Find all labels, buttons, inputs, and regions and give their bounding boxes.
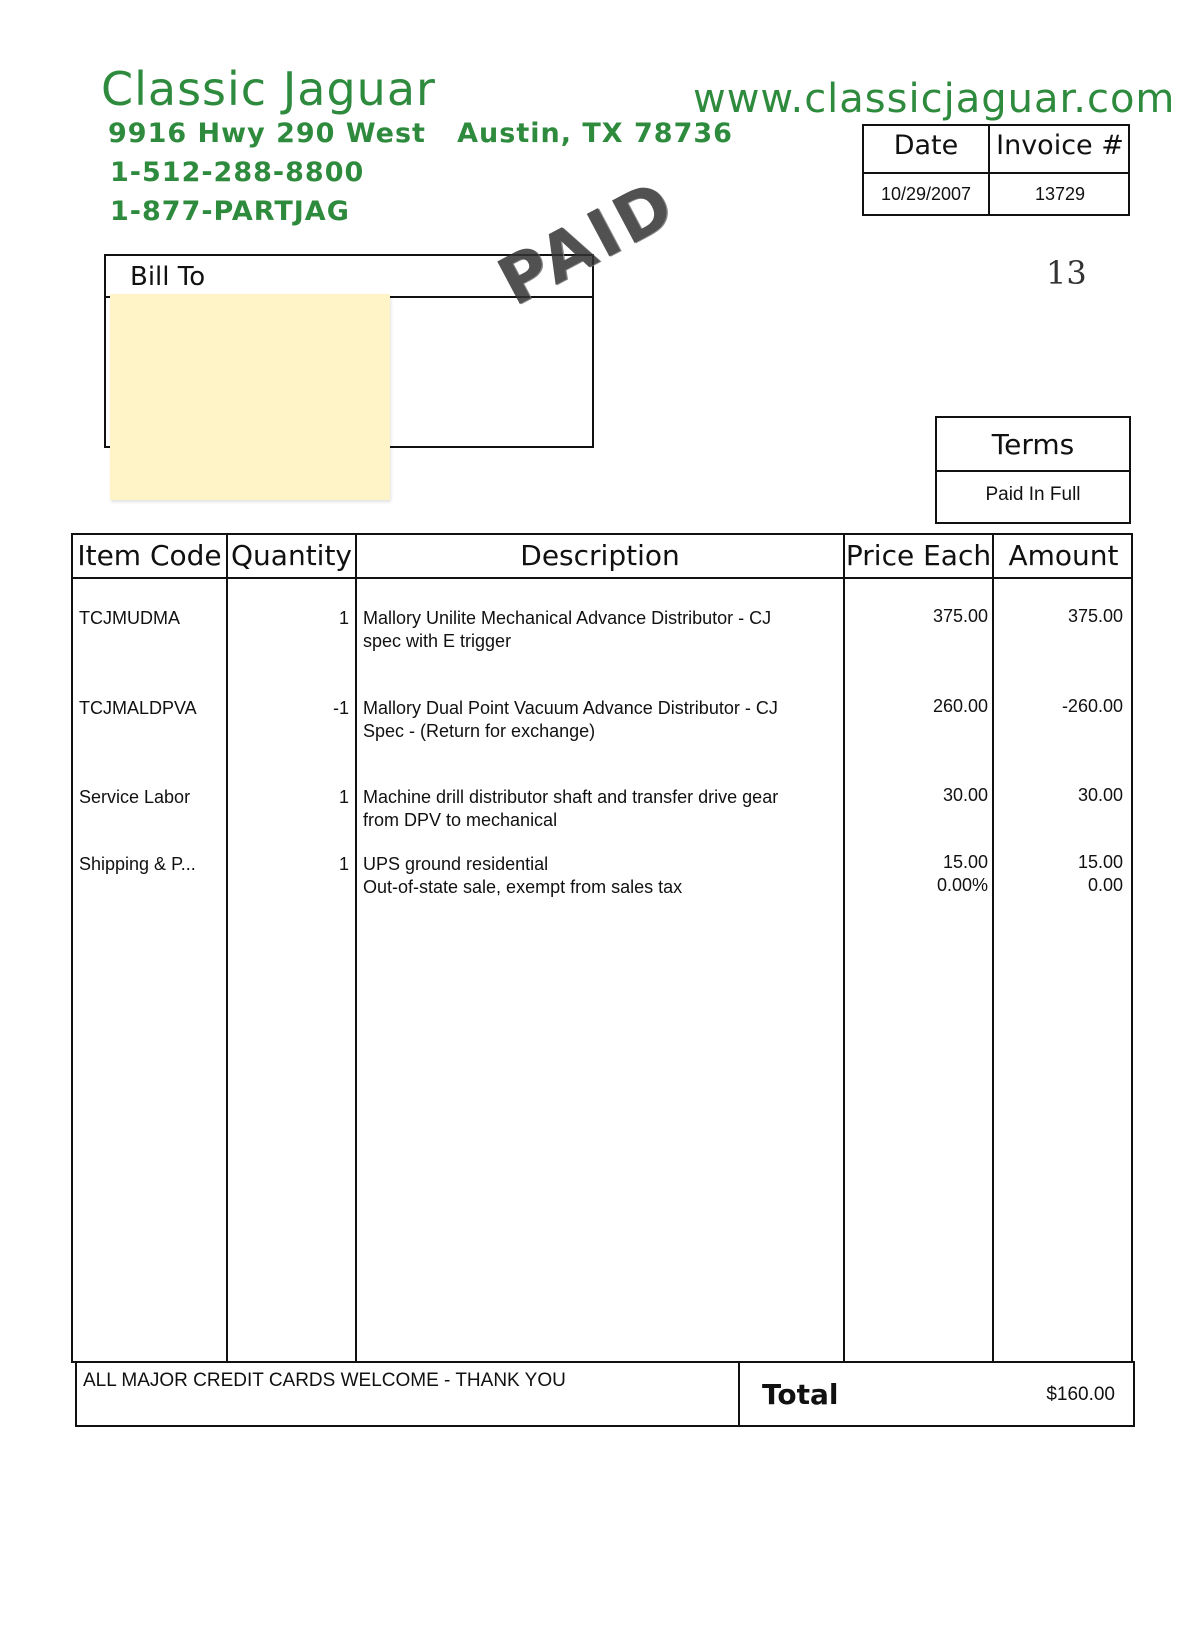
table-row-code: Shipping & P...	[79, 854, 196, 874]
table-row-amount: 15.00	[1077, 852, 1123, 872]
table-row-code: TCJMUDMA	[79, 608, 180, 628]
header-quantity: Quantity	[231, 539, 352, 572]
table-row-qty: 1	[338, 854, 349, 874]
sticky-note-redaction	[110, 294, 390, 500]
table-row-desc: from DPV to mechanical	[363, 810, 558, 830]
company-phone: 1-512-288-8800	[110, 157, 365, 188]
table-row-desc: UPS ground residential	[363, 854, 549, 874]
header-item-code: Item Code	[77, 539, 222, 572]
total-value: $160.00	[1046, 1384, 1115, 1405]
invoice-number-label: Invoice #	[996, 130, 1124, 161]
table-row-amount: -260.00	[1061, 696, 1123, 716]
table-row-amount: 375.00	[1067, 606, 1123, 626]
table-row-tax-rate: 0.00%	[936, 875, 988, 895]
table-row-price: 375.00	[932, 606, 988, 626]
company-website: www.classicjaguar.com	[693, 76, 1176, 122]
table-row-desc: Spec - (Return for exchange)	[363, 721, 596, 741]
invoice-info-box	[862, 124, 1130, 216]
table-row-price: 15.00	[942, 852, 988, 872]
invoice-footer	[75, 1361, 1135, 1427]
table-row-desc: Machine drill distributor shaft and transfer drive gear	[363, 787, 779, 807]
table-row-desc: Mallory Unilite Mechanical Advance Distributor - CJ	[363, 608, 772, 628]
table-row-qty: -1	[332, 698, 349, 718]
table-row-amount: 30.00	[1077, 785, 1123, 805]
header-description: Description	[520, 539, 680, 572]
header-amount: Amount	[1008, 539, 1119, 572]
company-name: Classic Jaguar	[101, 62, 436, 116]
table-row-price: 30.00	[942, 785, 988, 805]
table-row-desc: spec with E trigger	[363, 631, 512, 651]
line-items-table	[71, 533, 1133, 1363]
footer-message: ALL MAJOR CREDIT CARDS WELCOME - THANK YOU	[83, 1370, 566, 1391]
header-price-each: Price Each	[845, 539, 992, 572]
company-phone-tollfree: 1-877-PARTJAG	[110, 196, 350, 227]
handwritten-note: 13	[1046, 254, 1087, 292]
table-row-qty: 1	[338, 608, 349, 628]
company-address: 9916 Hwy 290 West Austin, TX 78736	[108, 118, 733, 149]
invoice-date: 10/29/2007	[880, 184, 972, 204]
bill-to-label: Bill To	[130, 262, 206, 292]
terms-label: Terms	[991, 428, 1075, 461]
table-row-qty: 1	[338, 787, 349, 807]
date-label: Date	[893, 130, 959, 161]
invoice-number: 13729	[1034, 184, 1086, 204]
table-row-tax-amount: 0.00	[1087, 875, 1123, 895]
table-row-code: Service Labor	[79, 787, 191, 807]
table-row-code: TCJMALDPVA	[79, 698, 197, 718]
table-row-desc: Mallory Dual Point Vacuum Advance Distributor - CJ	[363, 698, 778, 718]
terms-value: Paid In Full	[985, 484, 1081, 505]
table-row-desc: Out-of-state sale, exempt from sales tax	[363, 877, 683, 897]
paid-stamp: PAID	[485, 164, 689, 321]
table-row-price: 260.00	[932, 696, 988, 716]
terms-box	[935, 416, 1131, 524]
total-label: Total	[762, 1378, 839, 1411]
